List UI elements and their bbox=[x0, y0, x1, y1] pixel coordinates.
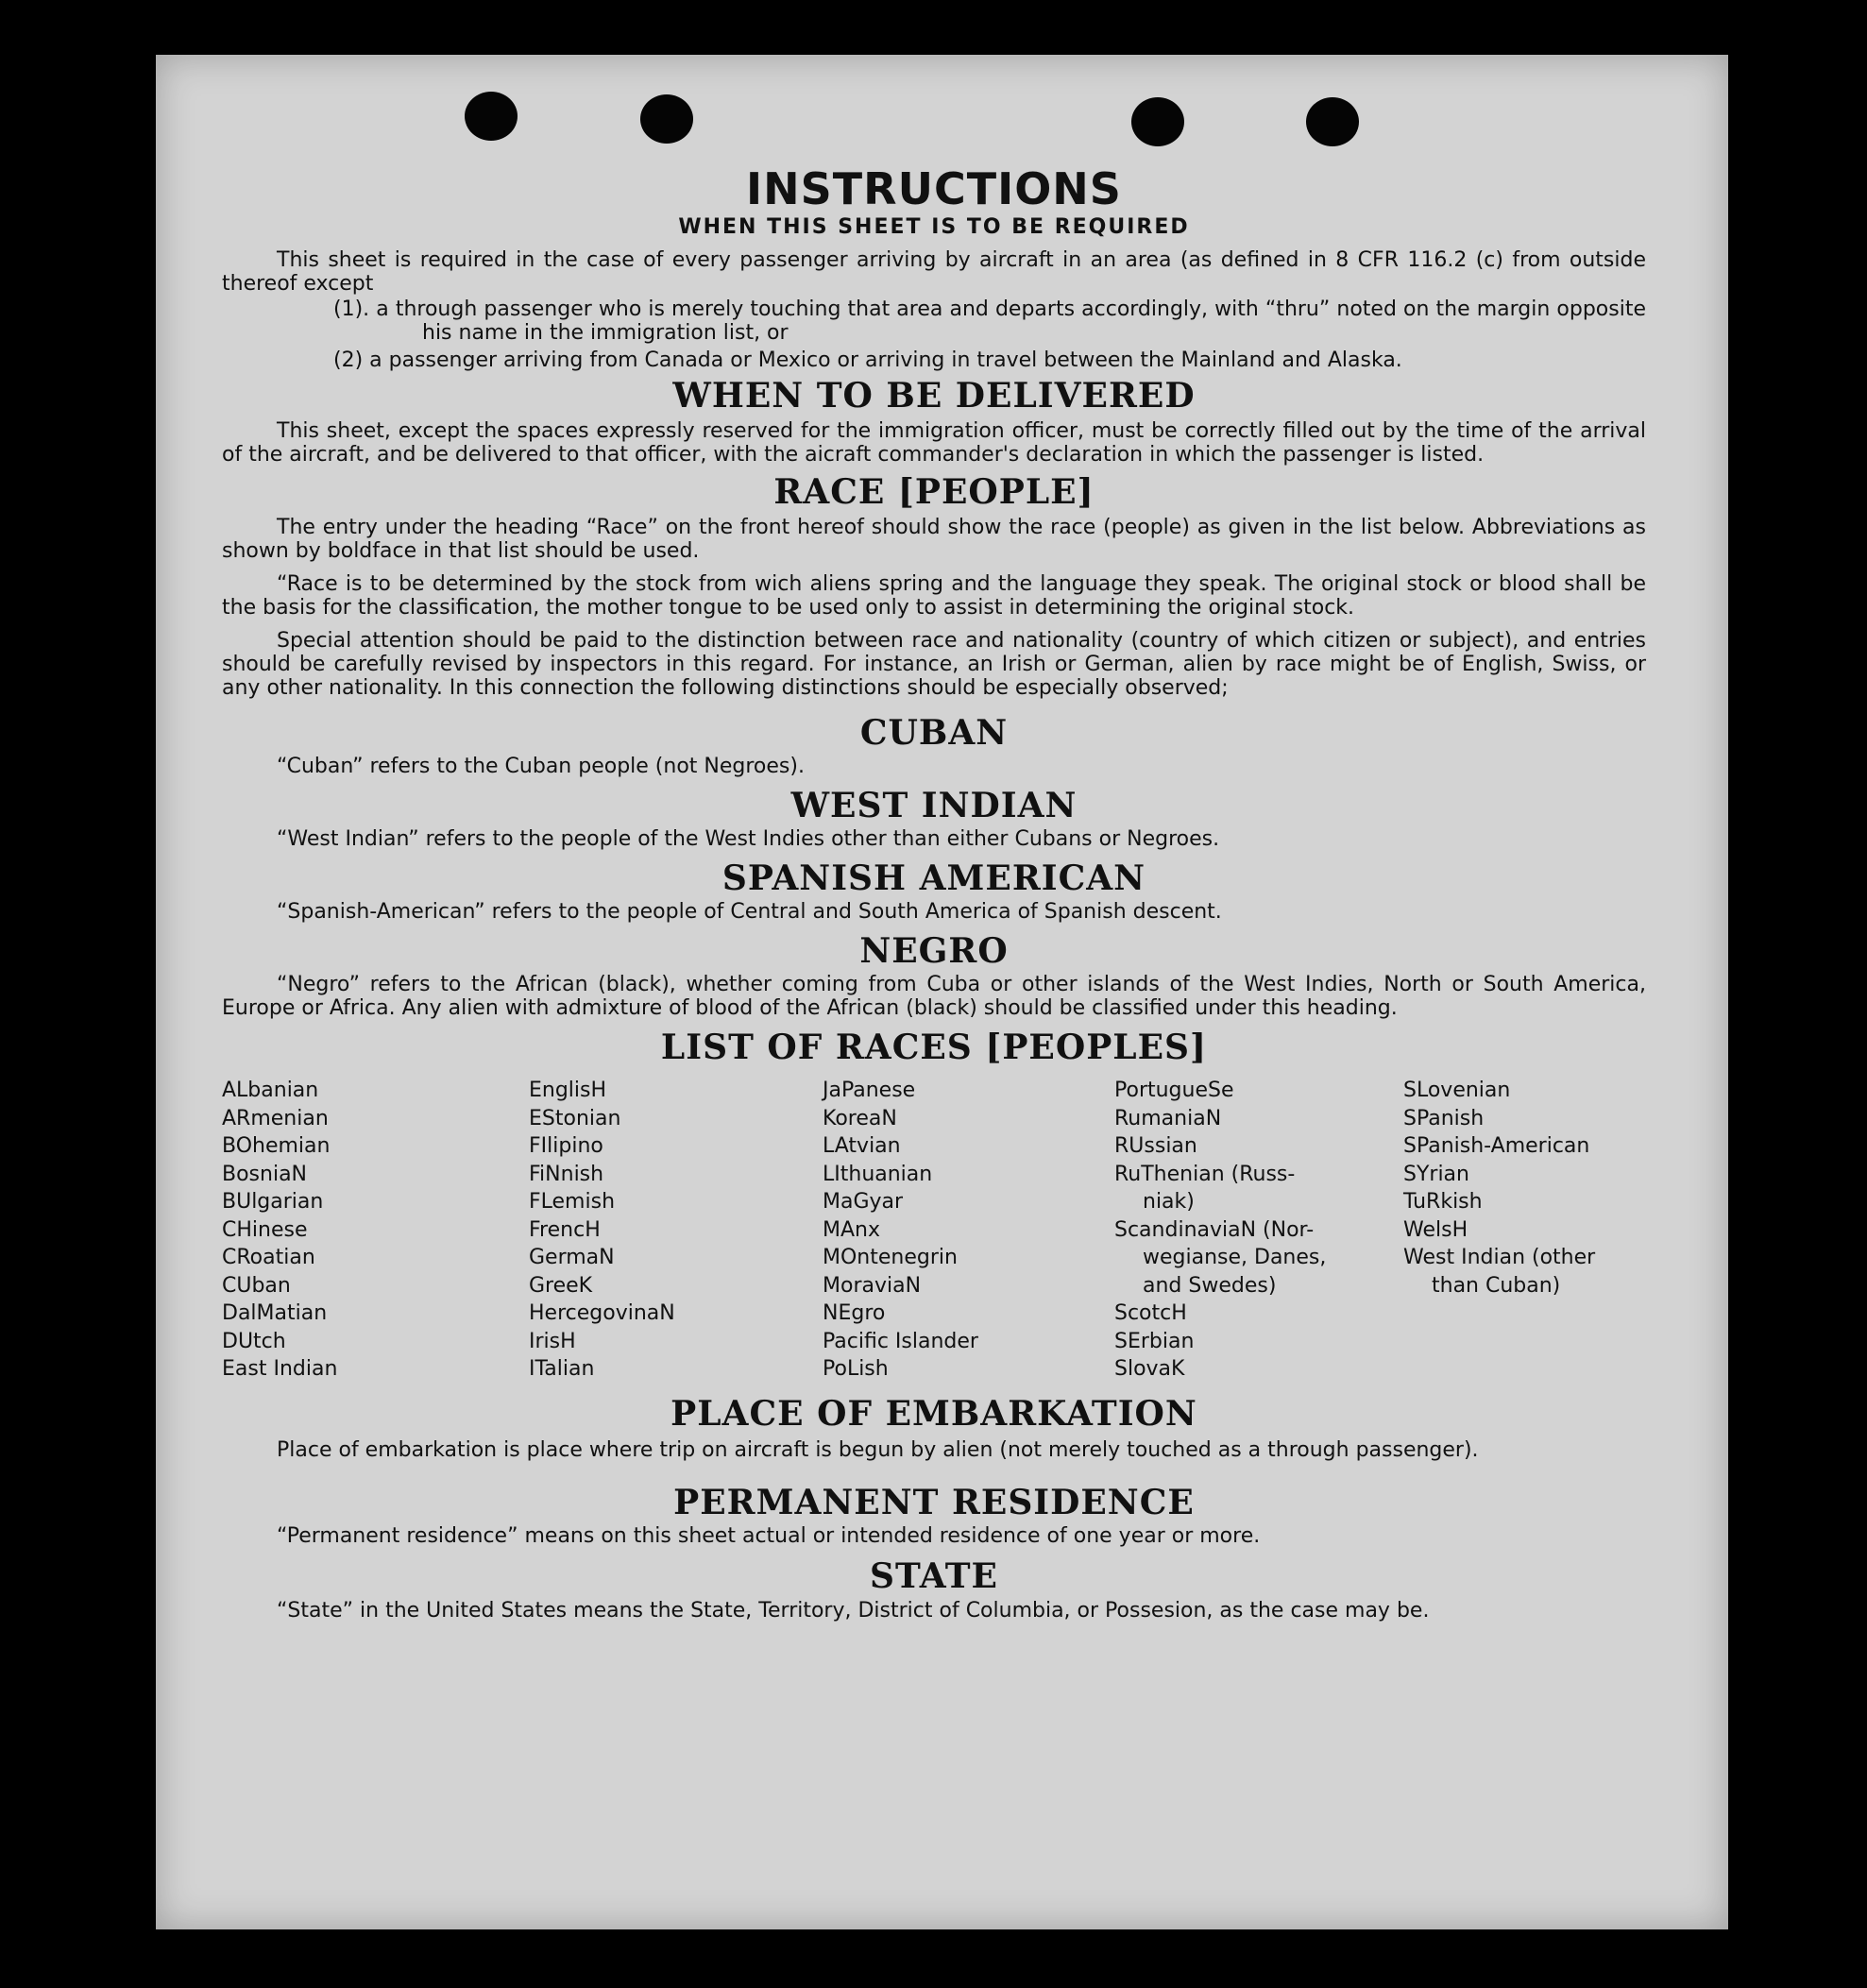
section-heading: STATE bbox=[869, 1555, 998, 1596]
race-entry: MoraviaN bbox=[823, 1273, 922, 1298]
section-heading: PERMANENT RESIDENCE bbox=[673, 1482, 1195, 1522]
race-entry: PortugueSe bbox=[1114, 1079, 1234, 1102]
section-heading: PLACE OF EMBARKATION bbox=[670, 1393, 1197, 1434]
race-entry: ScandinaviaN (Nor- bbox=[1114, 1217, 1315, 1242]
race-entry: BUlgarian bbox=[222, 1190, 324, 1214]
race-entry: CUban bbox=[222, 1273, 291, 1298]
section-text: Place of embarkation is place where trip on aircraft is begun by alien (not merely touched as a through passenger). bbox=[277, 1437, 1479, 1462]
race-entry: Pacific Islander bbox=[823, 1329, 978, 1353]
section-text: The entry under the heading “Race” on the front hereof should show the race (people) as given in the list below. Abbreviations as shown by boldface in that list should be used. bbox=[222, 516, 1646, 563]
section-heading: NEGRO bbox=[859, 931, 1009, 971]
race-entry: BosniaN bbox=[222, 1162, 308, 1186]
required-intro: This sheet is required in the case of every passenger arriving by aircraft in an area (as defined in 8 CFR 116.2 (c) from outside thereof except bbox=[222, 248, 1646, 296]
race-entry: West Indian (other bbox=[1403, 1246, 1596, 1269]
race-entry: SYrian bbox=[1403, 1162, 1469, 1186]
race-entry: FiNnish bbox=[529, 1162, 604, 1186]
section-text: “Spanish-American” refers to the people of Central and South America of Spanish descent. bbox=[277, 900, 1222, 924]
race-entry: DalMatian bbox=[222, 1301, 328, 1325]
race-entry: SlovaK bbox=[1114, 1357, 1185, 1381]
race-entry: PoLish bbox=[823, 1357, 889, 1381]
race-entry: NEgro bbox=[823, 1301, 886, 1325]
race-entry: GreeK bbox=[529, 1273, 593, 1298]
race-entry: DUtch bbox=[222, 1329, 286, 1353]
section-heading: WHEN TO BE DELIVERED bbox=[672, 376, 1196, 416]
race-entry: CRoatian bbox=[222, 1246, 315, 1269]
race-entry: IrisH bbox=[529, 1329, 576, 1353]
race-entry: MaGyar bbox=[823, 1190, 904, 1214]
race-entry: RuThenian (Russ- bbox=[1114, 1162, 1296, 1186]
race-entry: EnglisH bbox=[529, 1079, 607, 1102]
races-column bbox=[1114, 1077, 1403, 1384]
section-text: “Permanent residence” means on this sheet actual or intended residence of one year or more. bbox=[277, 1523, 1261, 1548]
page-subtitle: WHEN THIS SHEET IS TO BE REQUIRED bbox=[678, 215, 1190, 239]
race-entry: JaPanese bbox=[823, 1079, 916, 1102]
section-text: Special attention should be paid to the distinction between race and nationality (country of which citizen or subject), and entries should be carefully revised by inspectors in this regard. For instance, an Irish or German, alien by race might be of English, Swiss, or any other nationality. In this connection the following distinctions should be especially observed; bbox=[222, 629, 1646, 700]
document-content bbox=[222, 163, 1646, 1623]
section-text: “Cuban” refers to the Cuban people (not Negroes). bbox=[277, 755, 805, 778]
race-entry: LAtvian bbox=[823, 1134, 901, 1158]
section-heading: CUBAN bbox=[859, 713, 1009, 753]
race-entry: and Swedes) bbox=[1143, 1273, 1277, 1298]
race-entry: RumaniaN bbox=[1114, 1106, 1222, 1130]
section-heading: WEST INDIAN bbox=[790, 786, 1078, 825]
punch-hole bbox=[1131, 97, 1184, 146]
race-entry: FLemish bbox=[529, 1190, 616, 1214]
race-entry: East Indian bbox=[222, 1357, 338, 1381]
section-heading: LIST OF RACES [PEOPLES] bbox=[660, 1028, 1208, 1067]
race-entry: RUssian bbox=[1114, 1134, 1197, 1158]
race-entry: WelsH bbox=[1403, 1217, 1468, 1242]
section-text: “State” in the United States means the State, Territory, District of Columbia, or Possesion, as the case may be. bbox=[277, 1598, 1430, 1623]
section-text: “Race is to be determined by the stock from wich aliens spring and the language they speak. The original stock or blood shall be the basis for the classification, the mother tongue to be used only to assist in determining the original stock. bbox=[222, 572, 1646, 620]
section-text: “West Indian” refers to the people of the West Indies other than either Cubans or Negroes. bbox=[277, 827, 1220, 851]
race-entry: CHinese bbox=[222, 1217, 308, 1242]
document-sheet bbox=[156, 55, 1728, 1929]
exception-item: (1). a through passenger who is merely touching that area and departs accordingly, with “thru” noted on the margin opposite his name in the immigration list, or bbox=[333, 297, 1646, 345]
race-entry: TuRkish bbox=[1403, 1190, 1483, 1214]
exception-item: (2) a passenger arriving from Canada or Mexico or arriving in travel between the Mainland and Alaska. bbox=[333, 348, 1402, 372]
race-entry: ALbanian bbox=[222, 1079, 319, 1102]
race-entry: MOntenegrin bbox=[823, 1246, 958, 1269]
page-title: INSTRUCTIONS bbox=[746, 163, 1122, 214]
section-heading: RACE [PEOPLE] bbox=[773, 472, 1095, 512]
race-entry: LIthuanian bbox=[823, 1162, 933, 1186]
section-heading: SPANISH AMERICAN bbox=[721, 858, 1146, 898]
race-entry: SLovenian bbox=[1403, 1079, 1511, 1102]
race-entry: HercegovinaN bbox=[529, 1301, 675, 1325]
section-text: “Negro” refers to the African (black), whether coming from Cuba or other islands of the West Indies, North or South America, Europe or Africa. Any alien with admixture of blood of the African (black) should be classified under this heading. bbox=[222, 973, 1646, 1020]
race-entry: MAnx bbox=[823, 1217, 880, 1242]
punch-hole bbox=[465, 92, 518, 141]
races-column bbox=[529, 1077, 823, 1384]
races-list bbox=[222, 1077, 1646, 1384]
race-entry: KoreaN bbox=[823, 1106, 897, 1130]
race-entry: ITalian bbox=[529, 1357, 595, 1381]
race-entry: ScotcH bbox=[1114, 1301, 1187, 1325]
punch-hole bbox=[1306, 97, 1359, 146]
race-entry: wegianse, Danes, bbox=[1143, 1246, 1327, 1269]
race-entry: than Cuban) bbox=[1432, 1273, 1561, 1298]
race-entry: EStonian bbox=[529, 1106, 621, 1130]
races-column bbox=[1403, 1077, 1646, 1384]
race-entry: SPanish-American bbox=[1403, 1134, 1590, 1158]
race-entry: GermaN bbox=[529, 1246, 615, 1269]
race-entry: FrencH bbox=[529, 1217, 601, 1242]
race-entry: niak) bbox=[1143, 1190, 1195, 1214]
race-entry: FIlipino bbox=[529, 1134, 603, 1158]
race-entry: SErbian bbox=[1114, 1329, 1195, 1353]
races-column bbox=[222, 1077, 529, 1384]
race-entry: SPanish bbox=[1403, 1106, 1485, 1130]
section-text: This sheet, except the spaces expressly reserved for the immigration officer, must be correctly filled out by the time of the arrival of the aircraft, and be delivered to that officer, with the aicraft commander's declaration in which the passenger is listed. bbox=[222, 419, 1646, 467]
punch-hole bbox=[640, 94, 693, 144]
races-column bbox=[823, 1077, 1114, 1384]
race-entry: BOhemian bbox=[222, 1134, 331, 1158]
race-entry: ARmenian bbox=[222, 1106, 329, 1130]
